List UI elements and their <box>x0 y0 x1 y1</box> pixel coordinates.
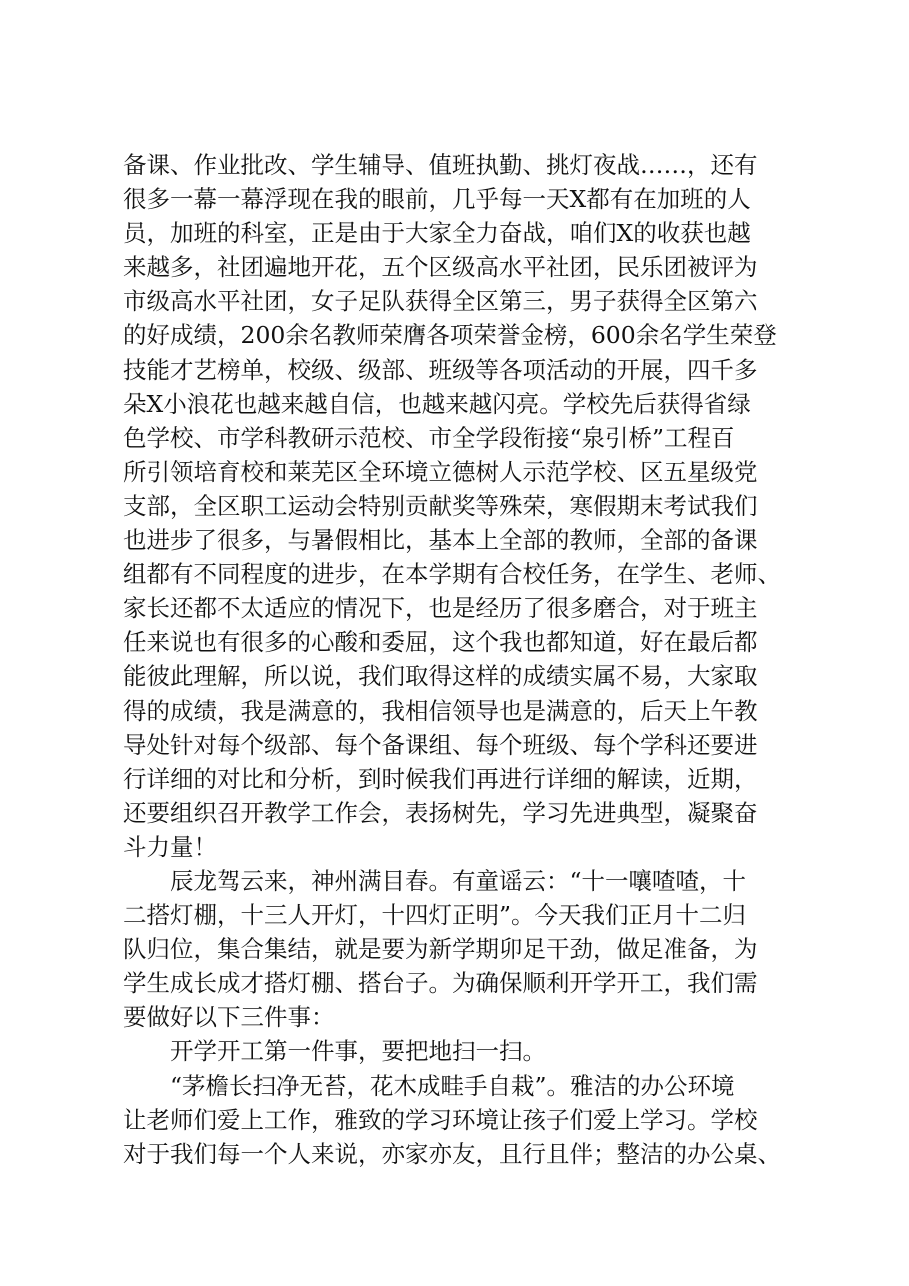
text-line: 家长还都不太适应的情况下，也是经历了很多磨合，对于班主 <box>123 594 758 623</box>
text-line: 任来说也有很多的心酸和委屈，这个我也都知道，好在最后都 <box>123 628 758 657</box>
text-line: 还要组织召开教学工作会，表扬树先，学习先进典型，凝聚奋 <box>123 798 758 827</box>
text-line: 让老师们爱上工作，雅致的学习环境让孩子们爱上学习。学校 <box>123 1105 758 1134</box>
text-line: 色学校、市学科教研示范校、市全学段衔接“泉引桥”工程百 <box>123 423 735 452</box>
text-line: 员，加班的科室，正是由于大家全力奋战，咱们X的收获也越 <box>123 219 751 248</box>
text-line: 要做好以下三件事： <box>123 1003 335 1032</box>
text-line: 朵X小浪花也越来越自信，也越来越闪亮。学校先后获得省绿 <box>123 389 751 418</box>
text-line: 队归位，集合集结，就是要为新学期卯足干劲，做足准备，为 <box>123 935 758 964</box>
text-line: “茅檐长扫净无苔，花木成畦手自栽”。雅洁的办公环境 <box>170 1071 735 1100</box>
text-line: 辰龙驾云来，神州满目春。有童谣云：“十一嚷喳喳，十 <box>170 866 747 895</box>
text-line: 来越多，社团遍地开花，五个区级高水平社团，民乐团被评为 <box>123 253 758 282</box>
text-line: 市级高水平社团，女子足队获得全区第三，男子获得全区第六 <box>123 287 758 316</box>
text-line: 得的成绩，我是满意的，我相信领导也是满意的，后天上午教 <box>123 696 758 725</box>
text-line: 备课、作业批改、学生辅导、值班执勤、挑灯夜战……，还有 <box>123 151 758 179</box>
text-line: 行详细的对比和分析，到时候我们再进行详细的解读，近期， <box>123 764 758 793</box>
text-line: 支部，全区职工运动会特别贡献奖等殊荣，寒假期末考试我们 <box>123 491 758 520</box>
text-line: 导处针对每个级部、每个备课组、每个班级、每个学科还要进 <box>123 730 758 759</box>
text-line: 能彼此理解，所以说，我们取得这样的成绩实属不易，大家取 <box>123 662 758 691</box>
text-line: 开学开工第一件事，要把地扫一扫。 <box>170 1037 546 1066</box>
text-line: 也进步了很多，与暑假相比，基本上全部的教师，全部的备课 <box>123 526 758 555</box>
text-line: 所引领培育校和莱芜区全环境立德树人示范学校、区五星级党 <box>123 457 758 486</box>
text-line: 的好成绩，200余名教师荣膺各项荣誉金榜，600余名学生荣登 <box>123 321 777 350</box>
text-line: 对于我们每一个人来说，亦家亦友，且行且伴；整洁的办公桌、 <box>123 1139 781 1168</box>
text-line: 很多一幕一幕浮现在我的眼前，几乎每一天X都有在加班的人 <box>123 185 751 214</box>
text-line: 斗力量！ <box>123 832 217 861</box>
text-line: 学生成长成才搭灯棚、搭台子。为确保顺利开学开工，我们需 <box>123 969 758 998</box>
text-line: 二搭灯棚，十三人开灯，十四灯正明”。今天我们正月十二归 <box>123 901 747 930</box>
text-line: 组都有不同程度的进步，在本学期有合校任务，在学生、老师、 <box>123 560 781 589</box>
document-body-text <box>123 148 803 1171</box>
text-line: 技能才艺榜单，校级、级部、班级等各项活动的开展，四千多 <box>123 355 758 384</box>
